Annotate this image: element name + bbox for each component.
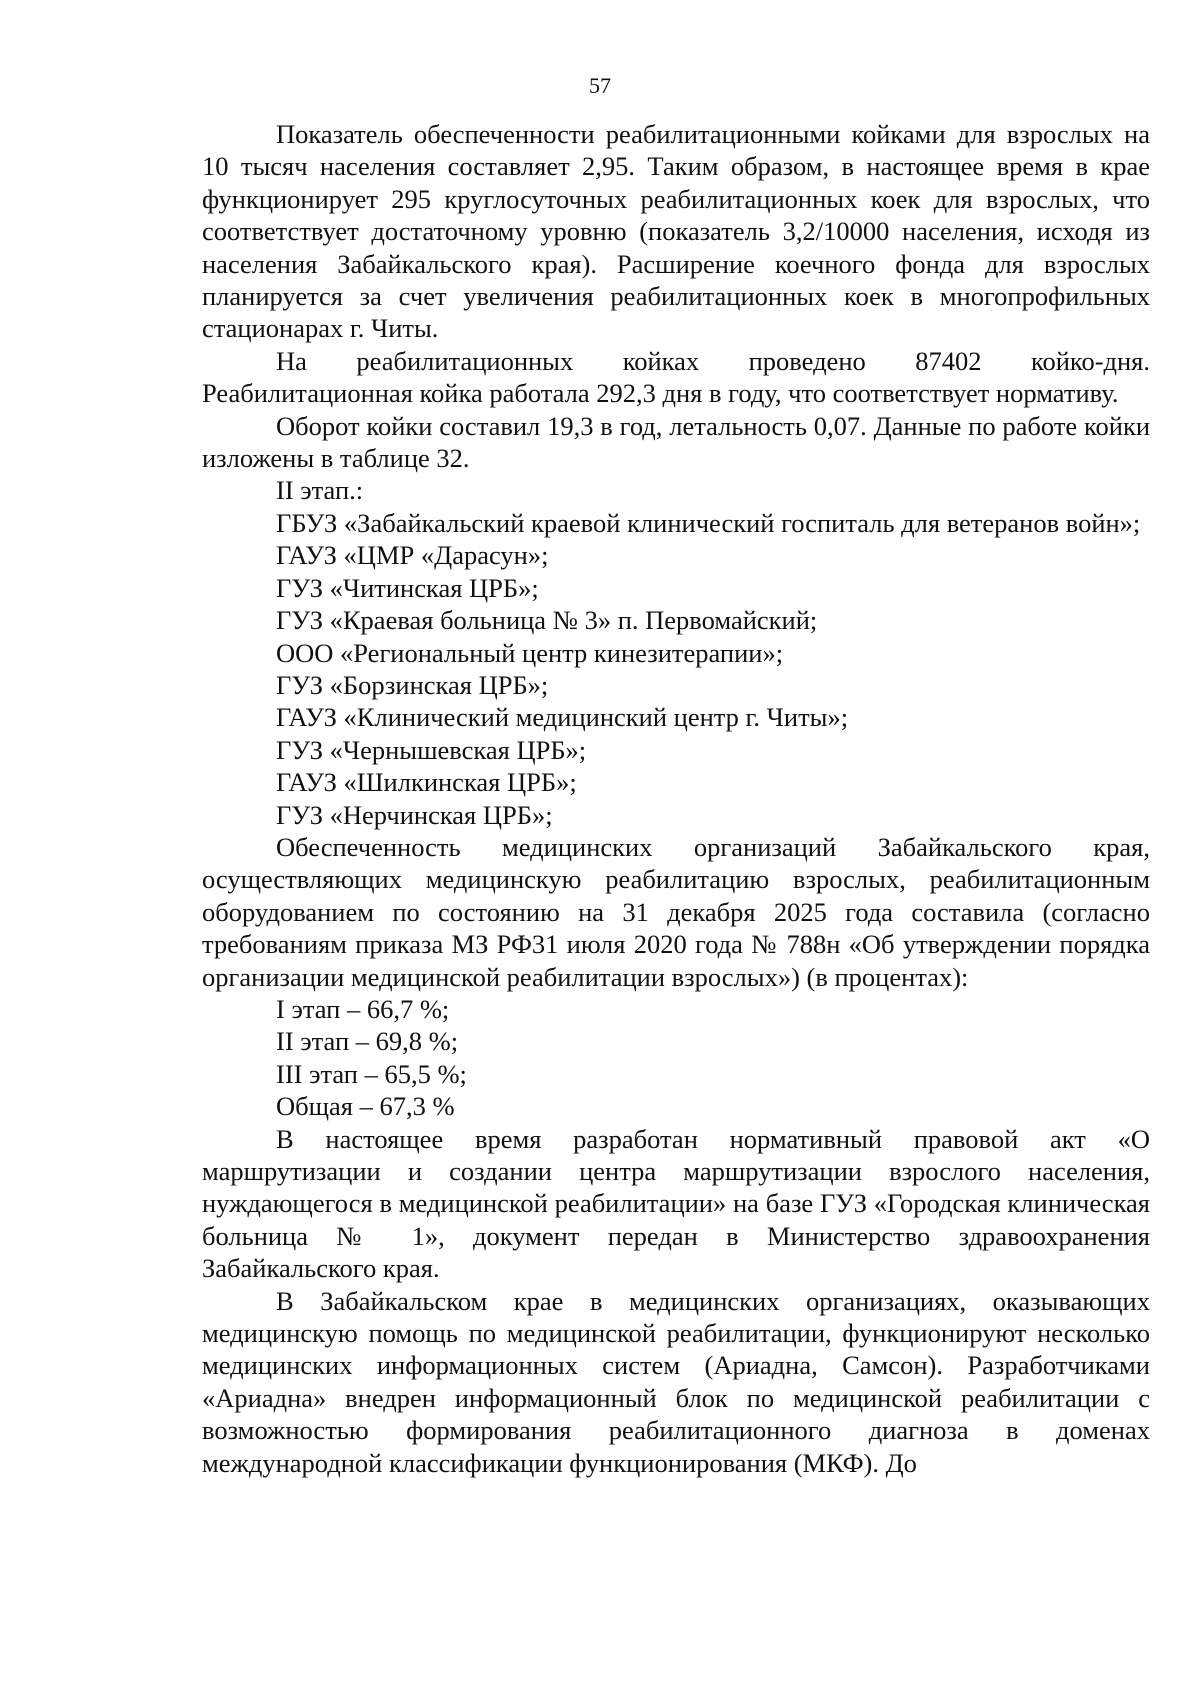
org-veterans-hospital: ГБУЗ «Забайкальский краевой клинический госпиталь для ветеранов войн»; (276, 507, 1141, 538)
list-item: ГУЗ «Нерчинская ЦРБ»; (276, 799, 553, 830)
list-item: I этап – 66,7 %; (276, 993, 450, 1024)
page-number: 57 (589, 73, 611, 98)
list-item: II этап – 69,8 %; (276, 1026, 459, 1057)
list-item: III этап – 65,5 %; (276, 1058, 467, 1089)
list-item: ООО «Региональный центр кинезитерапии»; (276, 637, 784, 668)
document-body (202, 118, 1150, 1479)
stage-2-org-list (202, 539, 1150, 831)
list-item: ГУЗ «Чернышевская ЦРБ»; (276, 734, 587, 765)
paragraph-equipment-provision: Обеспеченность медицинских организаций Забайкальского края, осуществляющих медицинскую реабилитацию взрослых, реабилитационным оборудованием по состоянию на 31 декабря 2025 года составила (согласно требованиям приказа МЗ РФ31 июля 2020 года № 788н «Об утверждении порядка организации медицинской реабилитации взрослых») (в процентах): (202, 831, 1150, 992)
list-item: ГУЗ «Борзинская ЦРБ»; (276, 669, 549, 700)
list-item: ГАУЗ «ЦМР «Дарасун»; (276, 540, 549, 571)
list-item: Общая – 67,3 % (276, 1091, 455, 1122)
list-item: ГАУЗ «Шилкинская ЦРБ»; (276, 767, 577, 798)
paragraph-routing-act: В настоящее время разработан нормативный правовой акт «О маршрутизации и создании центра маршрутизации взрослого населения, нуждающегося в медицинской реабилитации» на базе ГУЗ «Городская клиническая больница № 1», документ передан в Министерство здравоохранения Забайкальского края. (202, 1123, 1150, 1284)
stage-percentage-list (202, 993, 1150, 1123)
list-item: ГАУЗ «Клинический медицинский центр г. Читы»; (276, 702, 849, 733)
paragraph-bed-turnover: Оборот койки составил 19,3 в год, летальность 0,07. Данные по работе койки изложены в таблице 32. (202, 410, 1150, 474)
paragraph-bed-provision: Показатель обеспеченности реабилитационными койками для взрослых на 10 тысяч населения составляет 2,95. Таким образом, в настоящее время в крае функционирует 295 круглосуточных реабилитационных коек для взрослых, что соответствует достаточному уровню (показатель 3,2/10000 населения, исходя из населения Забайкальского края). Расширение коечного фонда для взрослых планируется за счет увеличения реабилитационных коек в многопрофильных стационарах г. Читы. (202, 119, 1150, 344)
paragraph-bed-days: На реабилитационных койках проведено 87402 койко-дня. Реабилитационная койка работала 292,3 дня в году, что соответствует нормативу. (202, 345, 1150, 409)
paragraph-information-systems: В Забайкальском крае в медицинских организациях, оказывающих медицинскую помощь по медицинской реабилитации, функционируют несколько медицинских информационных систем (Ариадна, Самсон). Разработчиками «Ариадна» внедрен информационный блок по медицинской реабилитации с возможностью формирования реабилитационного диагноза в доменах международной классификации функционирования (МКФ). До (202, 1285, 1150, 1478)
list-item: ГУЗ «Читинская ЦРБ»; (276, 572, 539, 603)
heading-stage-2: II этап.: (276, 475, 364, 506)
list-item: ГУЗ «Краевая больница № 3» п. Первомайский; (276, 605, 818, 636)
